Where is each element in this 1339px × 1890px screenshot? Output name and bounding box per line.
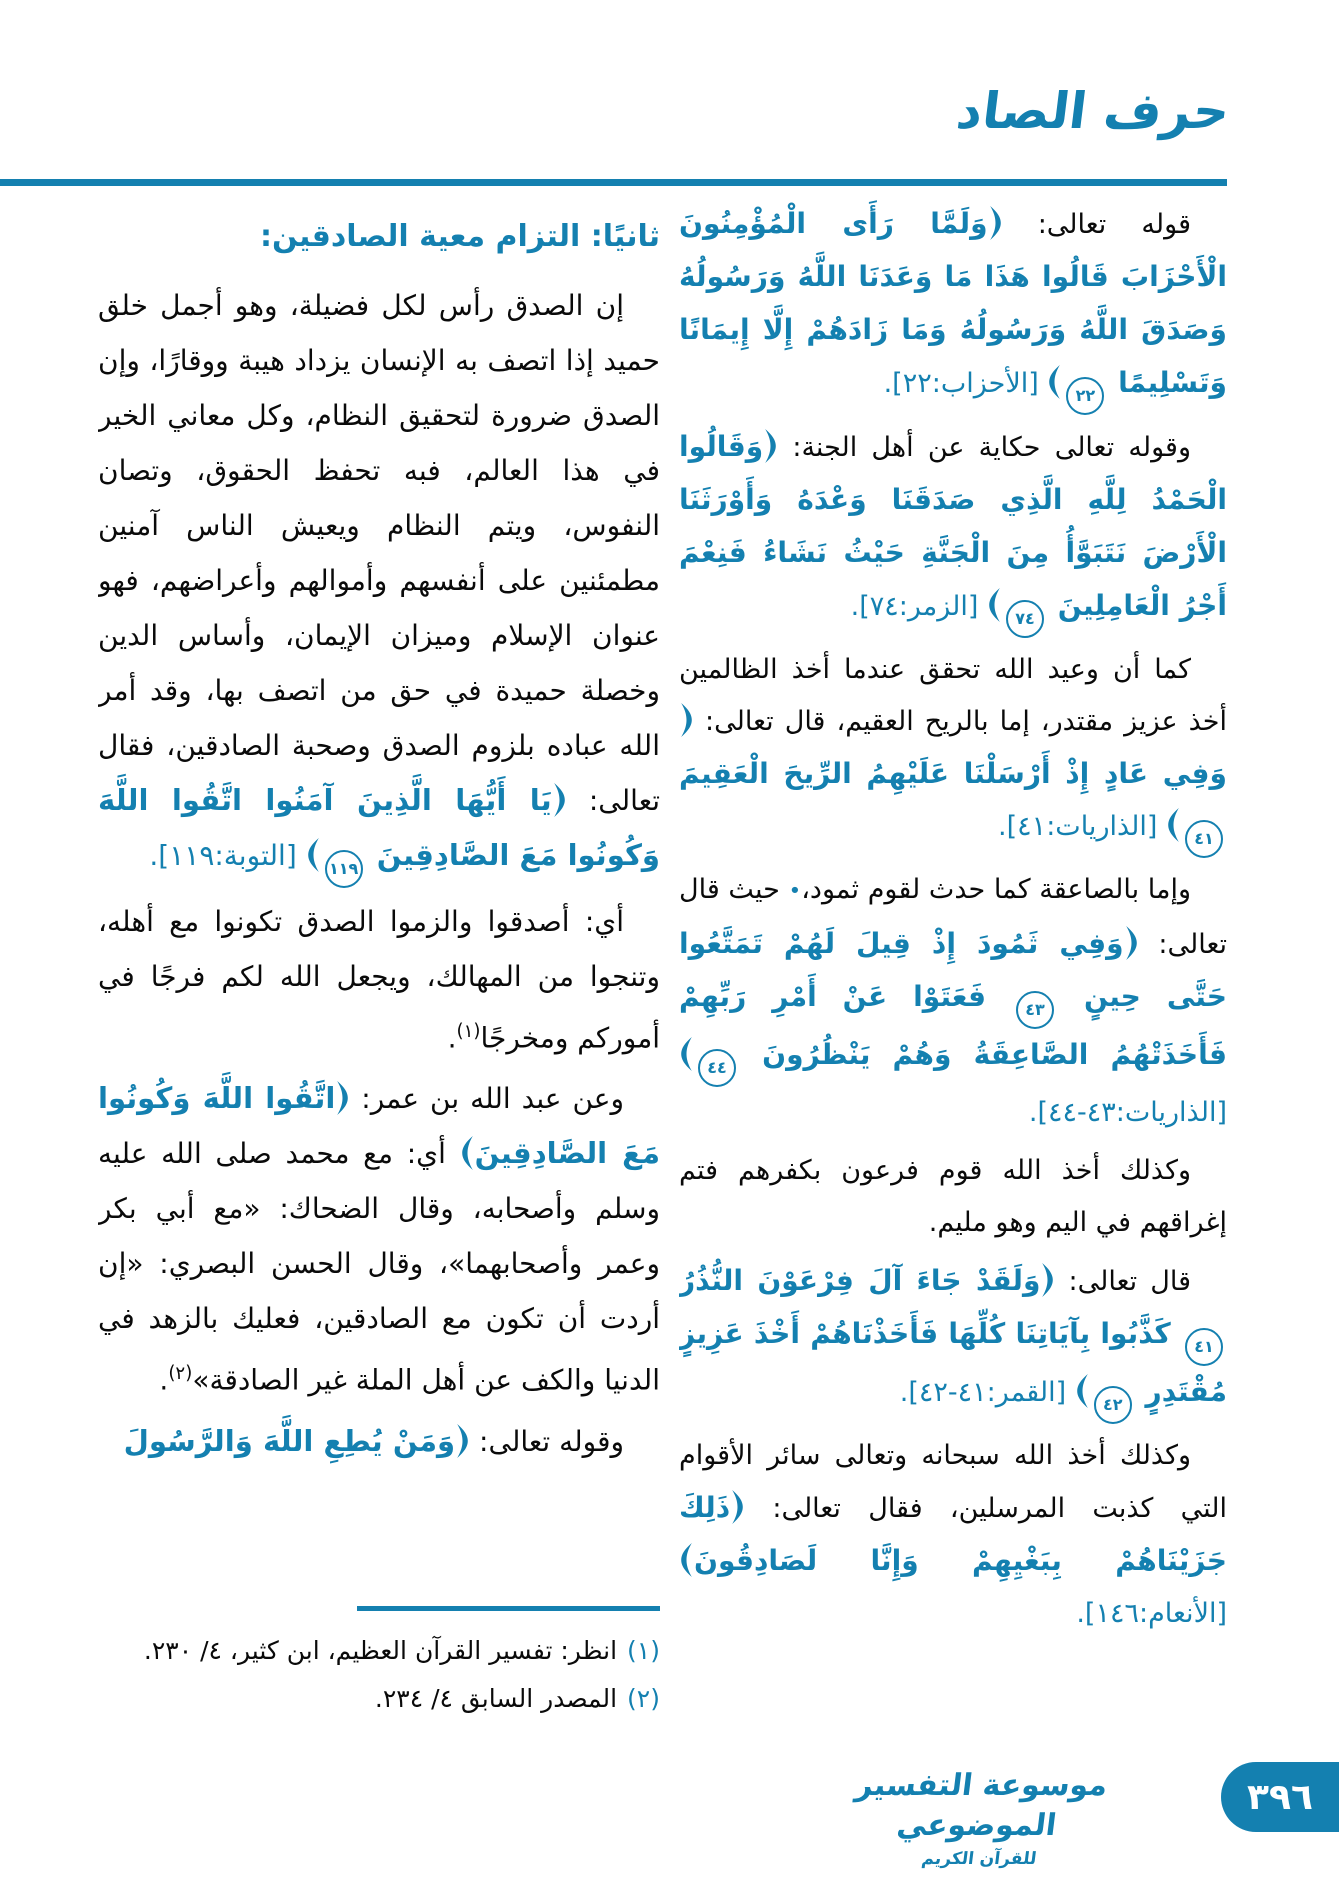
ayah-number-medallion: ٤٢ [1094, 1386, 1132, 1424]
body-text: حيث قال تعالى: [679, 874, 1227, 960]
paragraph [679, 644, 1227, 858]
quran-text: وَمَنْ يُطِعِ اللَّهَ وَالرَّسُولَ [123, 1423, 456, 1458]
footnote-marker: (١) [456, 1021, 481, 1042]
chapter-title: حرف الصاد [953, 82, 1233, 140]
body-text: . [159, 1363, 169, 1397]
paragraph [679, 864, 1227, 1139]
body-text: وكذلك أخذ الله قوم فرعون بكفرهم فتم إغراقهم في اليم وهو مليم. [679, 1155, 1227, 1238]
quran-text: وَلَقَدْ جَاءَ آلَ فِرْعَوْنَ النُّذُرُ [679, 1264, 1041, 1297]
verse-reference: [الزمر:٧٤]. [850, 591, 987, 622]
body-text: قال تعالى: [1055, 1266, 1191, 1297]
body-text: وكذلك أخذ الله سبحانه وتعالى سائر الأقوام التي كذبت المرسلين، فقال تعالى: [679, 1440, 1227, 1524]
ayah-number-medallion: ٢٢ [1066, 377, 1104, 415]
verse-reference: [الذاريات:٤١]. [998, 811, 1166, 842]
verse-reference: [التوبة:١١٩]. [149, 839, 306, 872]
body-text: وإما بالصاعقة كما حدث لقوم ثمود، [801, 874, 1191, 905]
verse-reference: [الأنعام:١٤٦]. [1076, 1598, 1227, 1629]
quran-open-bracket [1124, 929, 1139, 960]
verse-reference: [القمر:٤١-٤٢]. [899, 1377, 1075, 1408]
paragraph [679, 198, 1227, 415]
quran-close-bracket [987, 591, 1002, 622]
ayah-number-medallion: ٧٤ [1006, 600, 1044, 638]
logo-subtitle: للقرآن الكريم [920, 1849, 1038, 1869]
quran-text: وَلَمَّا رَأَى الْمُؤْمِنُونَ الْأَحْزَابَ قَالُوا هَذَا مَا وَعَدَنَا اللَّهُ وَرَسُولُهُ وَصَدَقَ اللَّهُ وَرَسُولُهُ وَمَا زَادَهُمْ إِلَّا إِيمَانًا وَتَسْلِيمًا [679, 207, 1227, 399]
ayah-number-medallion: ٤١ [1185, 1328, 1223, 1366]
footnote-item [98, 1627, 660, 1675]
quran-text: فَعَتَوْا عَنْ أَمْرِ رَبِّهِمْ فَأَخَذَتْهُمُ الصَّاعِقَةُ وَهُمْ يَنْظُرُونَ [679, 980, 1227, 1071]
quran-open-bracket [455, 1425, 470, 1458]
paragraph [679, 421, 1227, 638]
footnote-text: انظر: تفسير القرآن العظيم، ابن كثير، ٤/ ٢٣٠. [143, 1636, 618, 1665]
right-column [679, 198, 1227, 1768]
quran-text: وَفِي عَادٍ إِذْ أَرْسَلْنَا عَلَيْهِمُ الرِّيحَ الْعَقِيمَ [679, 757, 1227, 790]
verse-reference: [الذاريات:٤٣-٤٤]. [1028, 1097, 1227, 1128]
logo-title: موسوعة التفسير الموضوعي [853, 1768, 1110, 1843]
paragraph [98, 1071, 660, 1407]
quran-close-bracket [1075, 1377, 1090, 1408]
footnote-number: (١) [627, 1636, 660, 1665]
quran-text: ذَلِكَ جَزَيْنَاهُمْ بِبَغْيِهِمْ وَإِنَّا لَصَادِقُونَ [679, 1491, 1227, 1577]
quran-text: اتَّقُوا اللَّهَ وَكُونُوا مَعَ الصَّادِقِينَ [98, 1081, 660, 1171]
ayah-number-medallion: ٤١ [1185, 820, 1223, 858]
ayah-number-medallion: ٤٤ [698, 1049, 736, 1087]
quran-close-bracket [306, 839, 321, 872]
body-text: . [447, 1021, 457, 1055]
body-text: قوله تعالى: [1002, 209, 1191, 240]
paragraph [98, 1414, 660, 1469]
paragraph [679, 1145, 1227, 1249]
quran-open-bracket [730, 1493, 745, 1524]
section-heading: ثانيًا: التزام معية الصادقين: [260, 219, 660, 254]
body-text: وقوله تعالى حكاية عن أهل الجنة: [778, 432, 1191, 463]
quran-close-bracket [1047, 368, 1062, 399]
footnotes-section [98, 1606, 660, 1723]
publisher-logo [847, 1766, 1111, 1872]
footnote-item [98, 1675, 660, 1723]
footnote-separator [357, 1606, 660, 1611]
body-text: وقوله تعالى: [470, 1424, 624, 1458]
paragraph [98, 278, 660, 888]
paragraph [679, 1255, 1227, 1424]
quran-close-bracket [679, 1040, 694, 1071]
paragraph [98, 894, 660, 1065]
verse-reference: [الأحزاب:٢٢]. [883, 368, 1048, 399]
body-text: وعن عبد الله بن عمر: [350, 1082, 624, 1116]
quran-close-bracket [1166, 811, 1181, 842]
quran-text: وَقَالُوا الْحَمْدُ لِلَّهِ الَّذِي صَدَقَنَا وَعْدَهُ وَأَوْرَثَنَا الْأَرْضَ نَتَبَوَّأُ مِنَ الْجَنَّةِ حَيْثُ نَشَاءُ فَنِعْمَ أَجْرُ الْعَامِلِينَ [679, 430, 1227, 622]
quran-open-bracket [552, 784, 567, 817]
footnote-number: (٢) [627, 1684, 660, 1713]
quran-open-bracket [1040, 1266, 1055, 1297]
ornament-dot: • [788, 879, 802, 904]
paragraph [679, 1430, 1227, 1640]
body-text: إن الصدق رأس لكل فضيلة، وهو أجمل خلق حميد إذا اتصف به الإنسان يزداد هيبة ووقارًا، وإن الصدق ضرورة لتحقيق النظام، وكل معاني الخير في هذا العالم، فبه تحفظ الحقوق، وتصان النفوس، ويتم النظام ويعيش الناس آمنين مطمئنين على أنفسهم وأموالهم وأعراضهم، فهو عنوان الإسلام وميزان الإيمان، وأساس الدين وخصلة حميدة في حق من اتصف بها، وقد أمر الله عباده بلزوم الصدق وصحبة الصادقين، فقال تعالى: [98, 289, 660, 817]
quran-close-bracket [460, 1137, 475, 1170]
body-text: كما أن وعيد الله تحقق عندما أخذ الظالمين أخذ عزيز مقتدر، إما بالريح العقيم، قال تعالى: [679, 654, 1227, 737]
quran-open-bracket [763, 432, 778, 463]
quran-text: وَفِي ثَمُودَ إِذْ قِيلَ لَهُمْ تَمَتَّعُوا حَتَّى حِينٍ [679, 927, 1227, 1013]
page-number-badge: ٣٩٦ [1221, 1762, 1339, 1832]
body-text: أي: أصدقوا والزموا الصدق تكونوا مع أهله، وتنجوا من المهالك، ويجعل الله لكم فرجًا في أموركم ومخرجًا [98, 905, 660, 1055]
quran-text: كَذَّبُوا بِآيَاتِنَا كُلِّهَا فَأَخَذْنَاهُمْ أَخْذَ عَزِيزٍ مُقْتَدِرٍ [679, 1317, 1227, 1408]
quran-open-bracket [335, 1082, 350, 1115]
quran-text: يَا أَيُّهَا الَّذِينَ آمَنُوا اتَّقُوا اللَّهَ وَكُونُوا مَعَ الصَّادِقِينَ [98, 783, 660, 872]
quran-open-bracket [988, 209, 1003, 240]
header-rule [0, 179, 1227, 186]
quran-close-bracket [679, 1546, 694, 1577]
body-text: أي: مع محمد صلى الله عليه وسلم وأصحابه، وقال الضحاك: «مع أبي بكر وعمر وأصحابهما»، وقال الحسن البصري: «إن أردت أن تكون مع الصادقين، فعليك بالزهد في الدنيا والكف عن أهل الملة غير الصادقة» [98, 1137, 660, 1397]
footnote-marker: (٢) [168, 1363, 193, 1385]
ayah-number-medallion: ٤٣ [1016, 991, 1054, 1029]
quran-open-bracket [679, 706, 694, 737]
footnote-text: المصدر السابق ٤/ ٢٣٤. [374, 1684, 618, 1713]
ayah-number-medallion: ١١٩ [325, 850, 363, 888]
left-column [98, 212, 660, 1608]
